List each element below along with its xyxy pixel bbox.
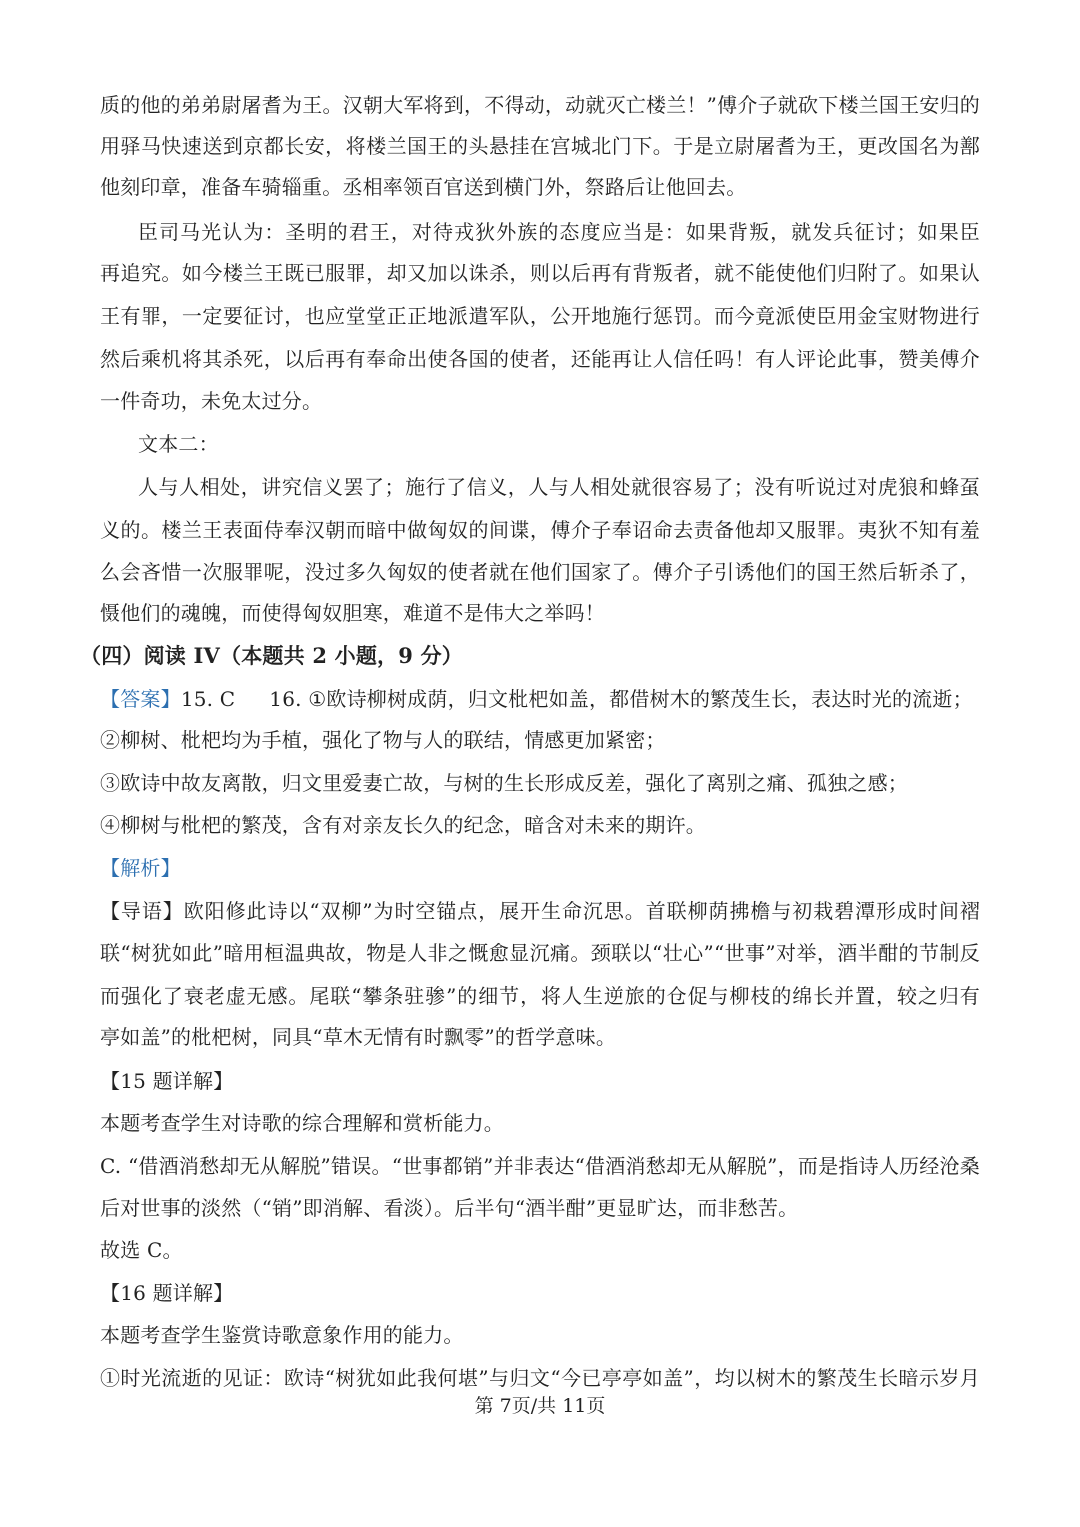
commentary-line: 一件奇功，未免太过分。 xyxy=(100,389,323,413)
passage-line: 质的他的弟弟尉屠耆为王。汉朝大军将到，不得动，动就灭亡楼兰！”傅介子就砍下楼兰国王安归的 xyxy=(100,93,980,117)
q15-title: 【15 题详解】 xyxy=(100,1069,234,1093)
guide-line: 而强化了衰老虚无感。尾联“攀条驻骖”的细节，将人生逆旅的仓促与柳枝的绵长并置，较之归有 xyxy=(100,984,980,1008)
guide-line: 亭如盖”的枇杷树，同具“草木无情有时飘零”的哲学意味。 xyxy=(100,1025,617,1049)
answer-line: ③欧诗中故友离散，归文里爱妻亡故，与树的生长形成反差，强化了离别之痛、孤独之感； xyxy=(100,771,908,795)
commentary-line: 臣司马光认为：圣明的君王，对待戎狄外族的态度应当是：如果背叛，就发兵征讨；如果臣 xyxy=(138,220,980,244)
text2-line: 慑他们的魂魄，而使得匈奴胆寒，难道不是伟大之举吗！ xyxy=(100,601,605,625)
q16-title: 【16 题详解】 xyxy=(100,1281,234,1305)
text2-label: 文本二： xyxy=(138,432,219,456)
guide-line: 联“树犹如此”暗用桓温典故，物是人非之慨愈显沉痛。颈联以“壮心”“世事”对举，酒半酣的节制反 xyxy=(100,941,980,965)
q15-line: 故选 C。 xyxy=(100,1238,183,1262)
answer-line xyxy=(100,684,980,714)
answer-16: 16. ①欧诗柳树成荫，归文枇杷如盖，都借树木的繁茂生长，表达时光的流逝； xyxy=(269,687,973,711)
passage-line: 用驿马快速送到京都长安，将楼兰国王的头悬挂在宫城北门下。于是立尉屠耆为王，更改国名为鄯 xyxy=(100,134,980,158)
answer-15: 15. C xyxy=(180,687,236,711)
q15-line: 后对世事的淡然（“销”即消解、看淡）。后半句“酒半酣”更显旷达，而非愁苦。 xyxy=(100,1196,799,1220)
answer-line: ④柳树与枇杷的繁茂，含有对亲友长久的纪念，暗含对未来的期许。 xyxy=(100,813,706,837)
q15-line: 本题考查学生对诗歌的综合理解和赏析能力。 xyxy=(100,1111,504,1135)
text2-line: 么会吝惜一次服罪呢，没过多久匈奴的使者就在他们国家了。傅介子引诱他们的国王然后斩杀了， xyxy=(100,560,980,584)
passage-line: 他刻印章，准备车骑辎重。丞相率领百官送到横门外，祭路后让他回去。 xyxy=(100,175,747,199)
q16-line: ①时光流逝的见证：欧诗“树犹如此我何堪”与归文“今已亭亭如盖”，均以树木的繁茂生长暗示岁月 xyxy=(100,1366,980,1390)
section-heading: （四）阅读 IV（本题共 2 小题，9 分） xyxy=(80,643,463,668)
commentary-line: 王有罪，一定要征讨，也应堂堂正正地派遣军队，公开地施行惩罚。而今竟派使臣用金宝财物进行 xyxy=(100,304,980,328)
q16-line: 本题考查学生鉴赏诗歌意象作用的能力。 xyxy=(100,1323,464,1347)
commentary-line: 再追究。如今楼兰王既已服罪，却又加以诛杀，则以后再有背叛者，就不能使他们归附了。如果认 xyxy=(100,261,980,285)
text2-line: 义的。楼兰王表面侍奉汉朝而暗中做匈奴的间谍，傅介子奉诏命去责备他却又服罪。夷狄不知有羞 xyxy=(100,518,980,542)
answer-line: ②柳树、枇杷均为手植，强化了物与人的联结，情感更加紧密； xyxy=(100,728,666,752)
guide-line: 【导语】欧阳修此诗以“双柳”为时空锚点，展开生命沉思。首联柳荫拂檐与初栽碧潭形成时间褶 xyxy=(100,899,980,923)
text2-line: 人与人相处，讲究信义罢了；施行了信义，人与人相处就很容易了；没有听说过对虎狼和蜂虿 xyxy=(138,475,980,499)
q15-line: C. “借酒消愁却无从解脱”错误。“世事都销”并非表达“借酒消愁却无从解脱”，而是指诗人历经沧桑 xyxy=(100,1154,980,1178)
answer-tag: 【答案】 xyxy=(100,687,181,711)
commentary-line: 然后乘机将其杀死，以后再有奉命出使各国的使者，还能再让人信任吗！有人评论此事，赞美傅介 xyxy=(100,347,980,371)
analysis-tag: 【解析】 xyxy=(100,856,181,880)
page-footer: 第 7页/共 11页 xyxy=(474,1395,606,1417)
